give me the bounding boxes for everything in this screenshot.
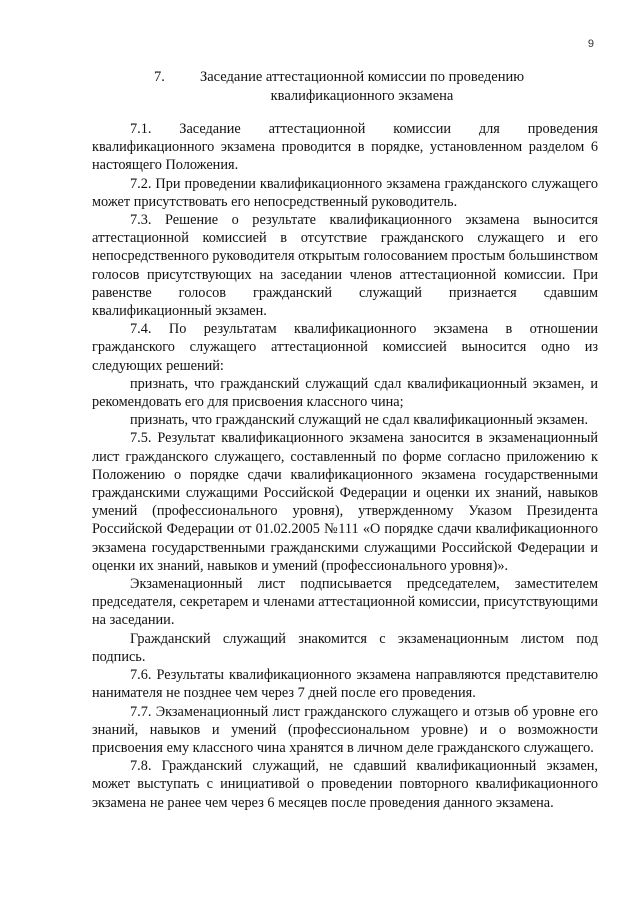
paragraph-7-3: 7.3. Решение о результате квалификационного экзамена выносится аттестационной комиссией в отсутствие гражданского служащего и его непосредственного руководителя открытым голосованием простым большинством голосов присутствующих на заседании членов аттестационной комиссии. При равенстве голосов гражданский служащий признается сдавшим квалификационный экзамен. bbox=[92, 212, 598, 320]
paragraph-7-1: 7.1. Заседание аттестационной комиссии для проведения квалификационного экзамена проводится в порядке, установленном разделом 6 настоящего Положения. bbox=[92, 121, 598, 174]
decision-failed: признать, что гражданский служащий не сдал квалификационный экзамен. bbox=[130, 412, 589, 429]
section-body bbox=[92, 120, 598, 812]
paragraph-7-7: 7.7. Экзаменационный лист гражданского служащего и отзыв об уровне его знаний, навыков и умений (профессиональном уровне) и о возможности присвоения ему классного чина хранятся в личном деле гражданского служащего. bbox=[92, 703, 598, 756]
paragraph-7-6: 7.6. Результаты квалификационного экзамена направляются представителю нанимателя не позднее чем через 7 дней после его проведения. bbox=[92, 667, 598, 702]
paragraph-7-8: 7.8. Гражданский служащий, не сдавший квалификационный экзамен, может выступать с инициативой о проведении повторного квалификационного экзамена не ранее чем через 6 месяцев после проведения данного экзамена. bbox=[92, 758, 598, 811]
paragraph-7-4: 7.4. По результатам квалификационного экзамена в отношении гражданского служащего аттестационной комиссией выносится одно из следующих решений: bbox=[92, 321, 598, 374]
paragraph-exam-sheet-signing: Экзаменационный лист подписывается председателем, заместителем председателя, секретарем и членами аттестационной комиссии, присутствующими на заседании. bbox=[92, 576, 598, 629]
paragraph-7-5: 7.5. Результат квалификационного экзамена заносится в экзаменационный лист гражданского служащего, составленный по форме согласно приложению к Положению о порядке сдачи квалификационного экзамена государственными гражданскими служащими Российской Федерации и оценки их знаний, навыков умений (профессионального уровня), утвержденному Указом Президента Российской Федерации от 01.02.2005 №111 «О порядке сдачи квалификационного экзамена государственными гражданскими служащими Российской Федерации и оценки их знаний, навыков и умений (профессионального уровня)». bbox=[92, 430, 598, 574]
section-heading bbox=[88, 68, 596, 106]
section-title-line-2: квалификационного экзамена bbox=[270, 88, 454, 104]
decision-passed: признать, что гражданский служащий сдал квалификационный экзамен, и рекомендовать его для присвоения классного чина; bbox=[92, 375, 598, 411]
paragraph-7-2: 7.2. При проведении квалификационного экзамена гражданского служащего может присутствовать его непосредственный руководитель. bbox=[92, 175, 598, 210]
section-number: 7. bbox=[154, 69, 165, 85]
section-title-line-1: Заседание аттестационной комиссии по проведению bbox=[199, 69, 525, 85]
paragraph-familiarization: Гражданский служащий знакомится с экзаменационным листом под подпись. bbox=[92, 630, 598, 665]
page-number: 9 bbox=[587, 38, 594, 50]
